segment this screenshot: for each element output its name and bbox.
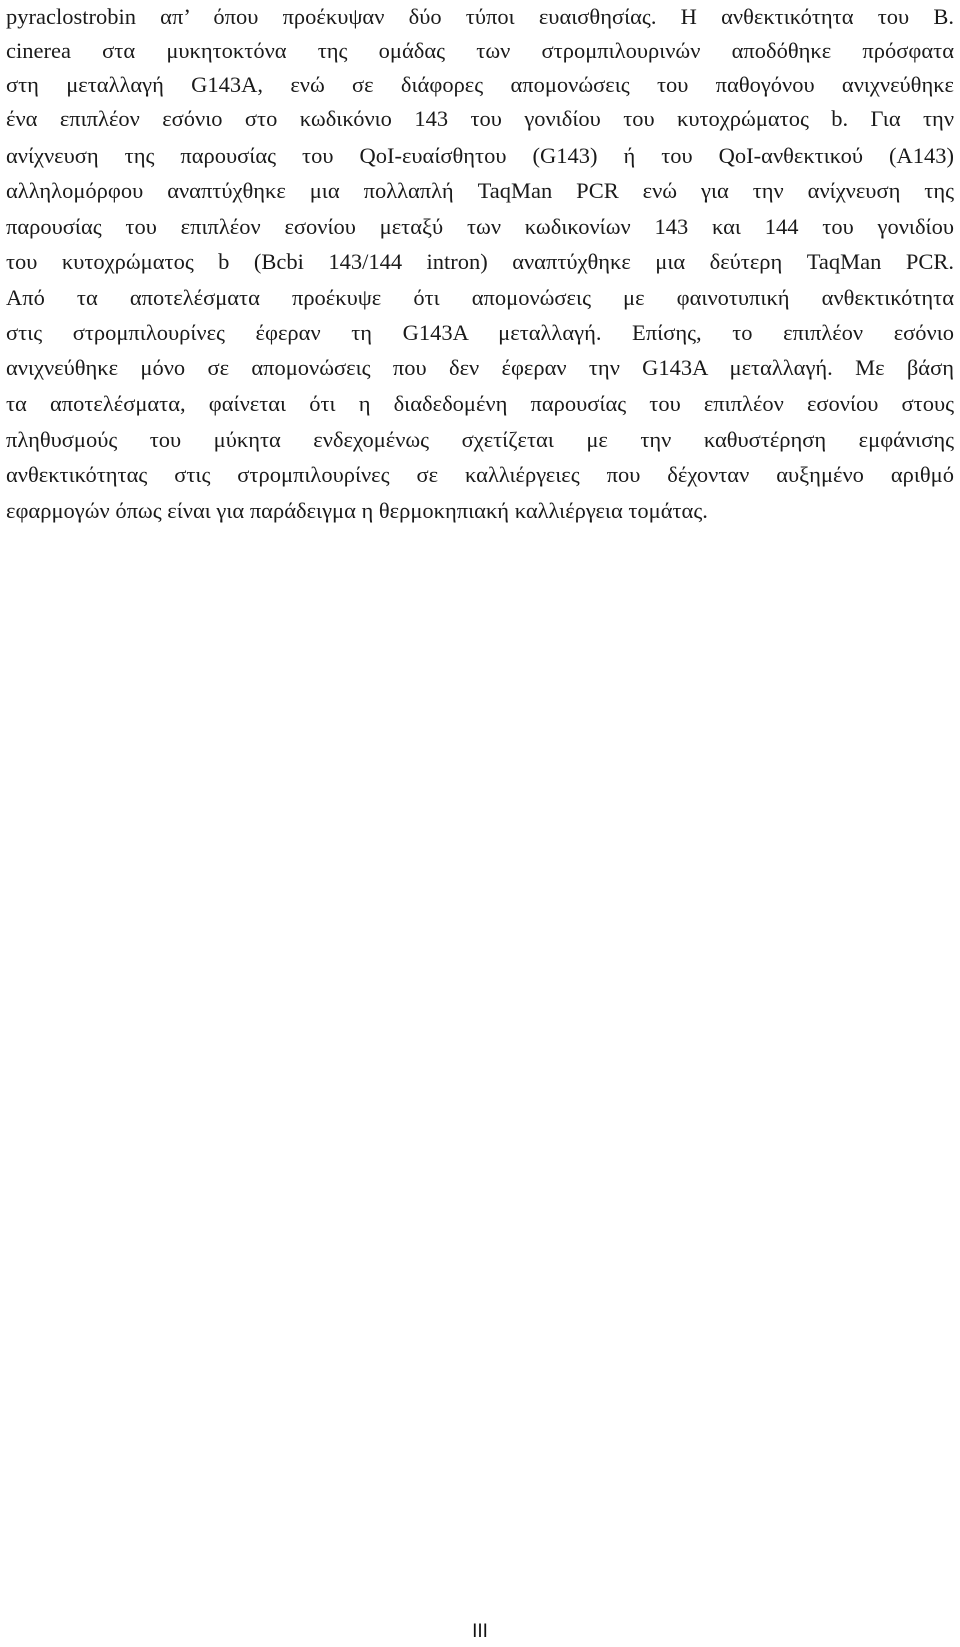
paragraph-line: ένα επιπλέον εσόνιο στο κωδικόνιο 143 του γονιδίου του κυτοχρώματος b. Για την <box>6 106 954 131</box>
page-number: III <box>472 1621 488 1642</box>
paragraph-line: στις στρομπιλουρίνες έφεραν τη G143A μεταλλαγή. Επίσης, το επιπλέον εσόνιο <box>6 320 954 345</box>
paragraph-line: πληθυσμούς του μύκητα ενδεχομένως σχετίζεται με την καθυστέρηση εμφάνισης <box>6 427 954 452</box>
paragraph-line: στη μεταλλαγή G143A, ενώ σε διάφορες απομονώσεις του παθογόνου ανιχνεύθηκε <box>6 72 954 97</box>
paragraph-line: ανίχνευση της παρουσίας του QoI-ευαίσθητου (G143) ή του QoI-ανθεκτικού (A143) <box>6 143 954 168</box>
paragraph-line: Από τα αποτελέσματα προέκυψε ότι απομονώσεις με φαινοτυπική ανθεκτικότητα <box>6 285 954 310</box>
paragraph-line: του κυτοχρώματος b (Bcbi 143/144 intron) αναπτύχθηκε μια δεύτερη TaqMan PCR. <box>6 249 954 274</box>
paragraph-line: pyraclostrobin απ’ όπου προέκυψαν δύο τύποι ευαισθησίας. Η ανθεκτικότητα του B. <box>6 4 954 29</box>
paragraph-line: ανθεκτικότητας στις στρομπιλουρίνες σε καλλιέργειες που δέχονταν αυξημένο αριθμό <box>6 462 954 487</box>
paragraph-line: ανιχνεύθηκε μόνο σε απομονώσεις που δεν έφεραν την G143A μεταλλαγή. Με βάση <box>6 355 954 380</box>
paragraph-line: παρουσίας του επιπλέον εσονίου μεταξύ των κωδικονίων 143 και 144 του γονιδίου <box>6 214 954 239</box>
paragraph-line: αλληλομόρφου αναπτύχθηκε μια πολλαπλή TaqMan PCR ενώ για την ανίχνευση της <box>6 178 954 203</box>
paragraph-line: εφαρμογών όπως είναι για παράδειγμα η θερμοκηπιακή καλλιέργεια τομάτας. <box>6 498 708 523</box>
paragraph-line: cinerea στα μυκητοκτόνα της ομάδας των στρομπιλουρινών αποδόθηκε πρόσφατα <box>6 38 954 63</box>
paragraph-line: τα αποτελέσματα, φαίνεται ότι η διαδεδομένη παρουσίας του επιπλέον εσονίου στους <box>6 391 954 416</box>
